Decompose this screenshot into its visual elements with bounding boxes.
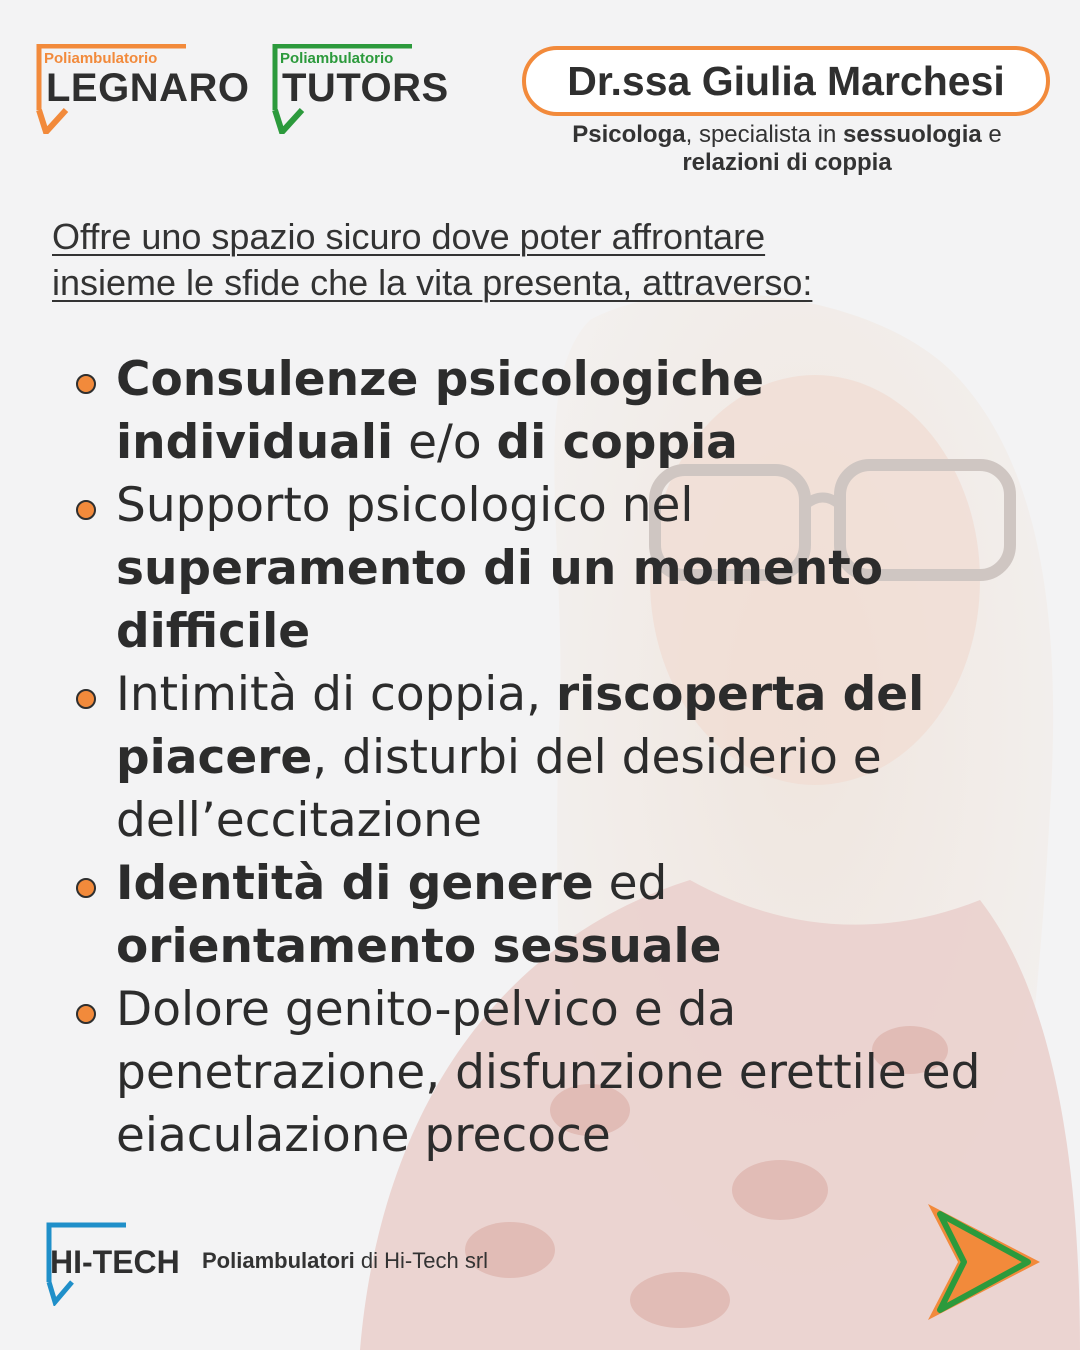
subtitle-role: Psicologa xyxy=(572,121,686,148)
item-bold: di coppia xyxy=(496,415,738,470)
item-text: Intimità di coppia, xyxy=(116,667,556,722)
bullet-dot-icon xyxy=(76,878,96,898)
bullet-dot-icon xyxy=(76,689,96,709)
doctor-name-pill xyxy=(522,46,1050,116)
tutors-logo xyxy=(272,44,449,134)
item-text: , disturbi del desiderio e dell’eccitazione xyxy=(116,730,882,848)
bullet-dot-icon xyxy=(76,1004,96,1024)
next-arrow-icon[interactable] xyxy=(918,1200,1044,1324)
doctor-name: Dr.ssa Giulia Marchesi xyxy=(567,57,1005,104)
item-bold: riscoperta del piacere xyxy=(116,667,925,785)
list-item xyxy=(76,474,1016,663)
legnaro-small-text: Poliambulatorio xyxy=(44,50,158,67)
hitech-logo xyxy=(46,1222,186,1306)
subtitle-specialty: sessuologia xyxy=(843,121,982,148)
item-text: Supporto psicologico nel xyxy=(116,478,694,533)
services-list xyxy=(76,348,1016,1167)
item-text: Dolore genito-pelvico e da penetrazione, disfunzione erettile ed eiaculazione precoce xyxy=(116,982,981,1163)
item-bold: superamento di un momento difficile xyxy=(116,541,884,659)
footer-bold: Poliambulatori xyxy=(202,1248,355,1273)
legnaro-logo xyxy=(36,44,251,134)
item-bold: orientamento sessuale xyxy=(116,919,722,974)
intro-line-1: Offre uno spazio sicuro dove poter affrontare xyxy=(52,216,766,257)
item-bold: Consulenze psicologiche individuali xyxy=(116,352,764,470)
subtitle-second: relazioni di coppia xyxy=(682,149,892,176)
list-item xyxy=(76,663,1016,852)
list-item xyxy=(76,978,1016,1167)
subtitle-mid: , specialista in xyxy=(685,121,844,148)
tutors-small-text: Poliambulatorio xyxy=(280,50,394,67)
doctor-subtitle xyxy=(522,121,1052,177)
footer-rest: di Hi-Tech srl xyxy=(354,1248,489,1273)
subtitle-conj: e xyxy=(981,121,1002,148)
list-item xyxy=(76,348,1016,474)
bullet-dot-icon xyxy=(76,374,96,394)
footer-text xyxy=(202,1248,488,1274)
item-text: ed xyxy=(593,856,668,911)
hitech-logo-text: HI-TECH xyxy=(50,1244,180,1280)
intro-text xyxy=(52,214,952,306)
legnaro-big-text: LEGNARO xyxy=(46,66,250,110)
tutors-big-text: TUTORS xyxy=(282,66,449,110)
list-item xyxy=(76,852,1016,978)
item-text: e/o xyxy=(393,415,497,470)
intro-line-2: insieme le sfide che la vita presenta, attraverso: xyxy=(52,262,813,303)
bullet-dot-icon xyxy=(76,500,96,520)
item-bold: Identità di genere xyxy=(116,856,594,911)
